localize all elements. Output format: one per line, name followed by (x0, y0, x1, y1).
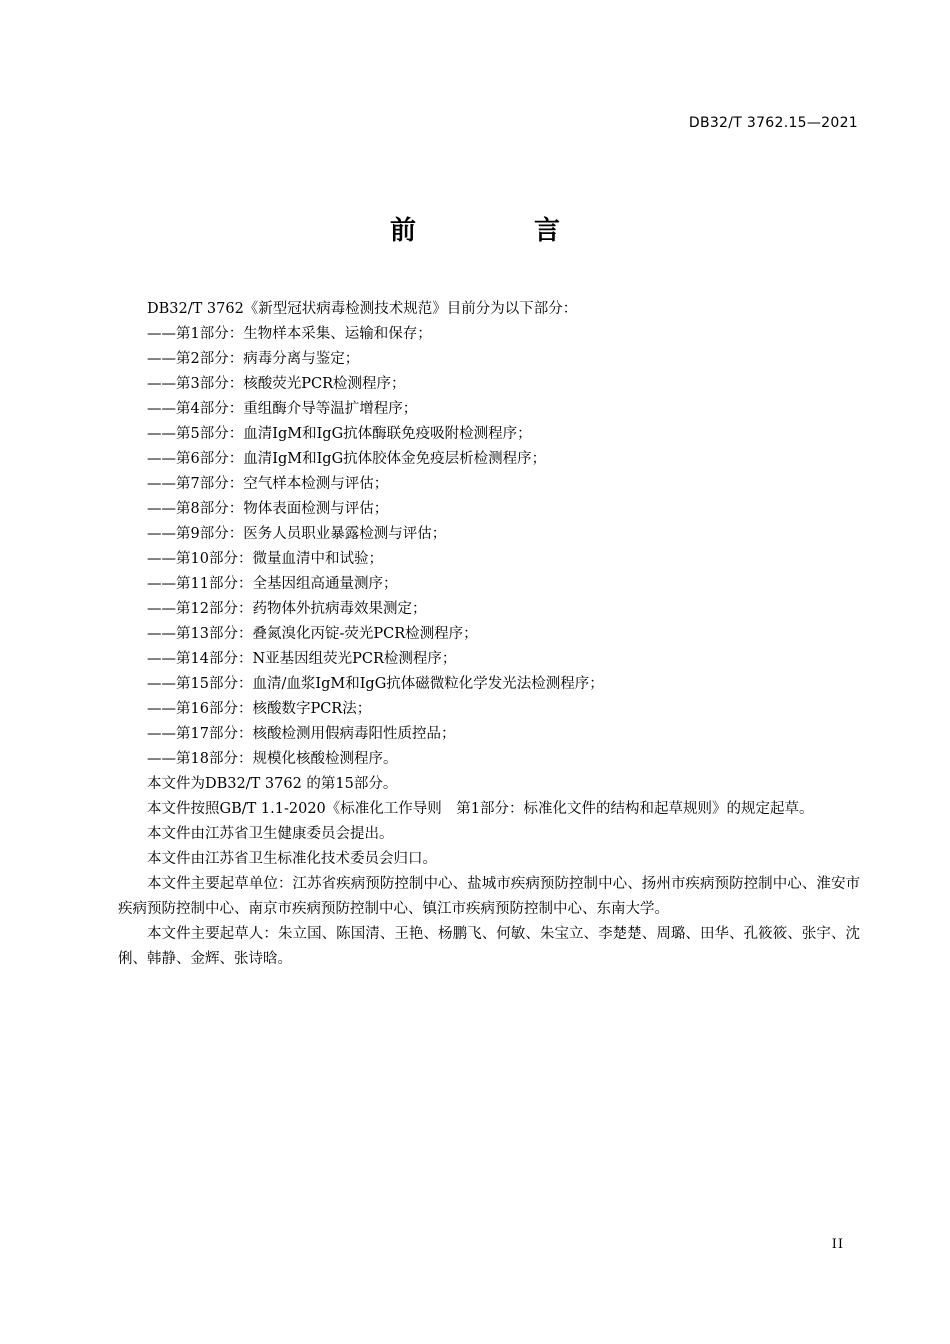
list-item: ——第12部分：药物体外抗病毒效果测定； (147, 601, 427, 617)
list-item: ——第16部分：核酸数字PCR法； (147, 701, 372, 717)
list-item: ——第6部分：血清IgM和IgG抗体胶体金免疫层析检测程序； (147, 451, 547, 467)
list-item: ——第4部分：重组酶介导等温扩增程序； (147, 401, 418, 417)
foreword-content (118, 297, 860, 972)
page-number: II (831, 1237, 844, 1252)
list-item: ——第5部分：血清IgM和IgG抗体酶联免疫吸附检测程序； (147, 426, 532, 442)
parts-list (118, 322, 860, 772)
list-item: ——第9部分：医务人员职业暴露检测与评估； (147, 526, 447, 542)
committee-statement: 本文件由江苏省卫生标准化技术委员会归口。 (147, 851, 437, 867)
list-item: ——第13部分：叠氮溴化丙锭-荧光PCR检测程序； (147, 626, 478, 642)
list-item: ——第15部分：血清/血浆IgM和IgG抗体磁微粒化学发光法检测程序； (147, 676, 604, 692)
document-code: DB32/T 3762.15—2021 (688, 115, 858, 131)
drafting-units-statement: 本文件主要起草单位：江苏省疾病预防控制中心、盐城市疾病预防控制中心、扬州市疾病预防控制中心、淮安市疾病预防控制中心、南京市疾病预防控制中心、镇江市疾病预防控制中心、东南大学。 (118, 876, 860, 917)
list-item: ——第7部分：空气样本检测与评估； (147, 476, 389, 492)
drafters-statement: 本文件主要起草人：朱立国、陈国清、王艳、杨鹏飞、何敏、朱宝立、李楚楚、周璐、田华、孔筱筱、张宇、沈俐、韩静、金辉、张诗晗。 (118, 926, 860, 967)
list-item: ——第2部分：病毒分离与鉴定； (147, 351, 360, 367)
list-item: ——第3部分：核酸荧光PCR检测程序； (147, 376, 406, 392)
page-title: 前 言 (389, 216, 606, 246)
intro-paragraph: DB32/T 3762《新型冠状病毒检测技术规范》目前分为以下部分： (147, 301, 578, 317)
list-item: ——第8部分：物体表面检测与评估； (147, 501, 389, 517)
list-item: ——第18部分：规模化核酸检测程序。 (147, 751, 398, 767)
list-item: ——第17部分：核酸检测用假病毒阳性质控品； (147, 726, 456, 742)
part-statement: 本文件为DB32/T 3762 的第15部分。 (147, 776, 398, 792)
proposer-statement: 本文件由江苏省卫生健康委员会提出。 (147, 826, 394, 842)
drafting-rules-statement: 本文件按照GB/T 1.1-2020《标准化工作导则 第1部分：标准化文件的结构和起草规则》的规定起草。 (147, 801, 814, 817)
list-item: ——第14部分：N亚基因组荧光PCR检测程序； (147, 651, 457, 667)
list-item: ——第11部分：全基因组高通量测序； (147, 576, 398, 592)
list-item: ——第1部分：生物样本采集、运输和保存； (147, 326, 432, 342)
list-item: ——第10部分：微量血清中和试验； (147, 551, 383, 567)
